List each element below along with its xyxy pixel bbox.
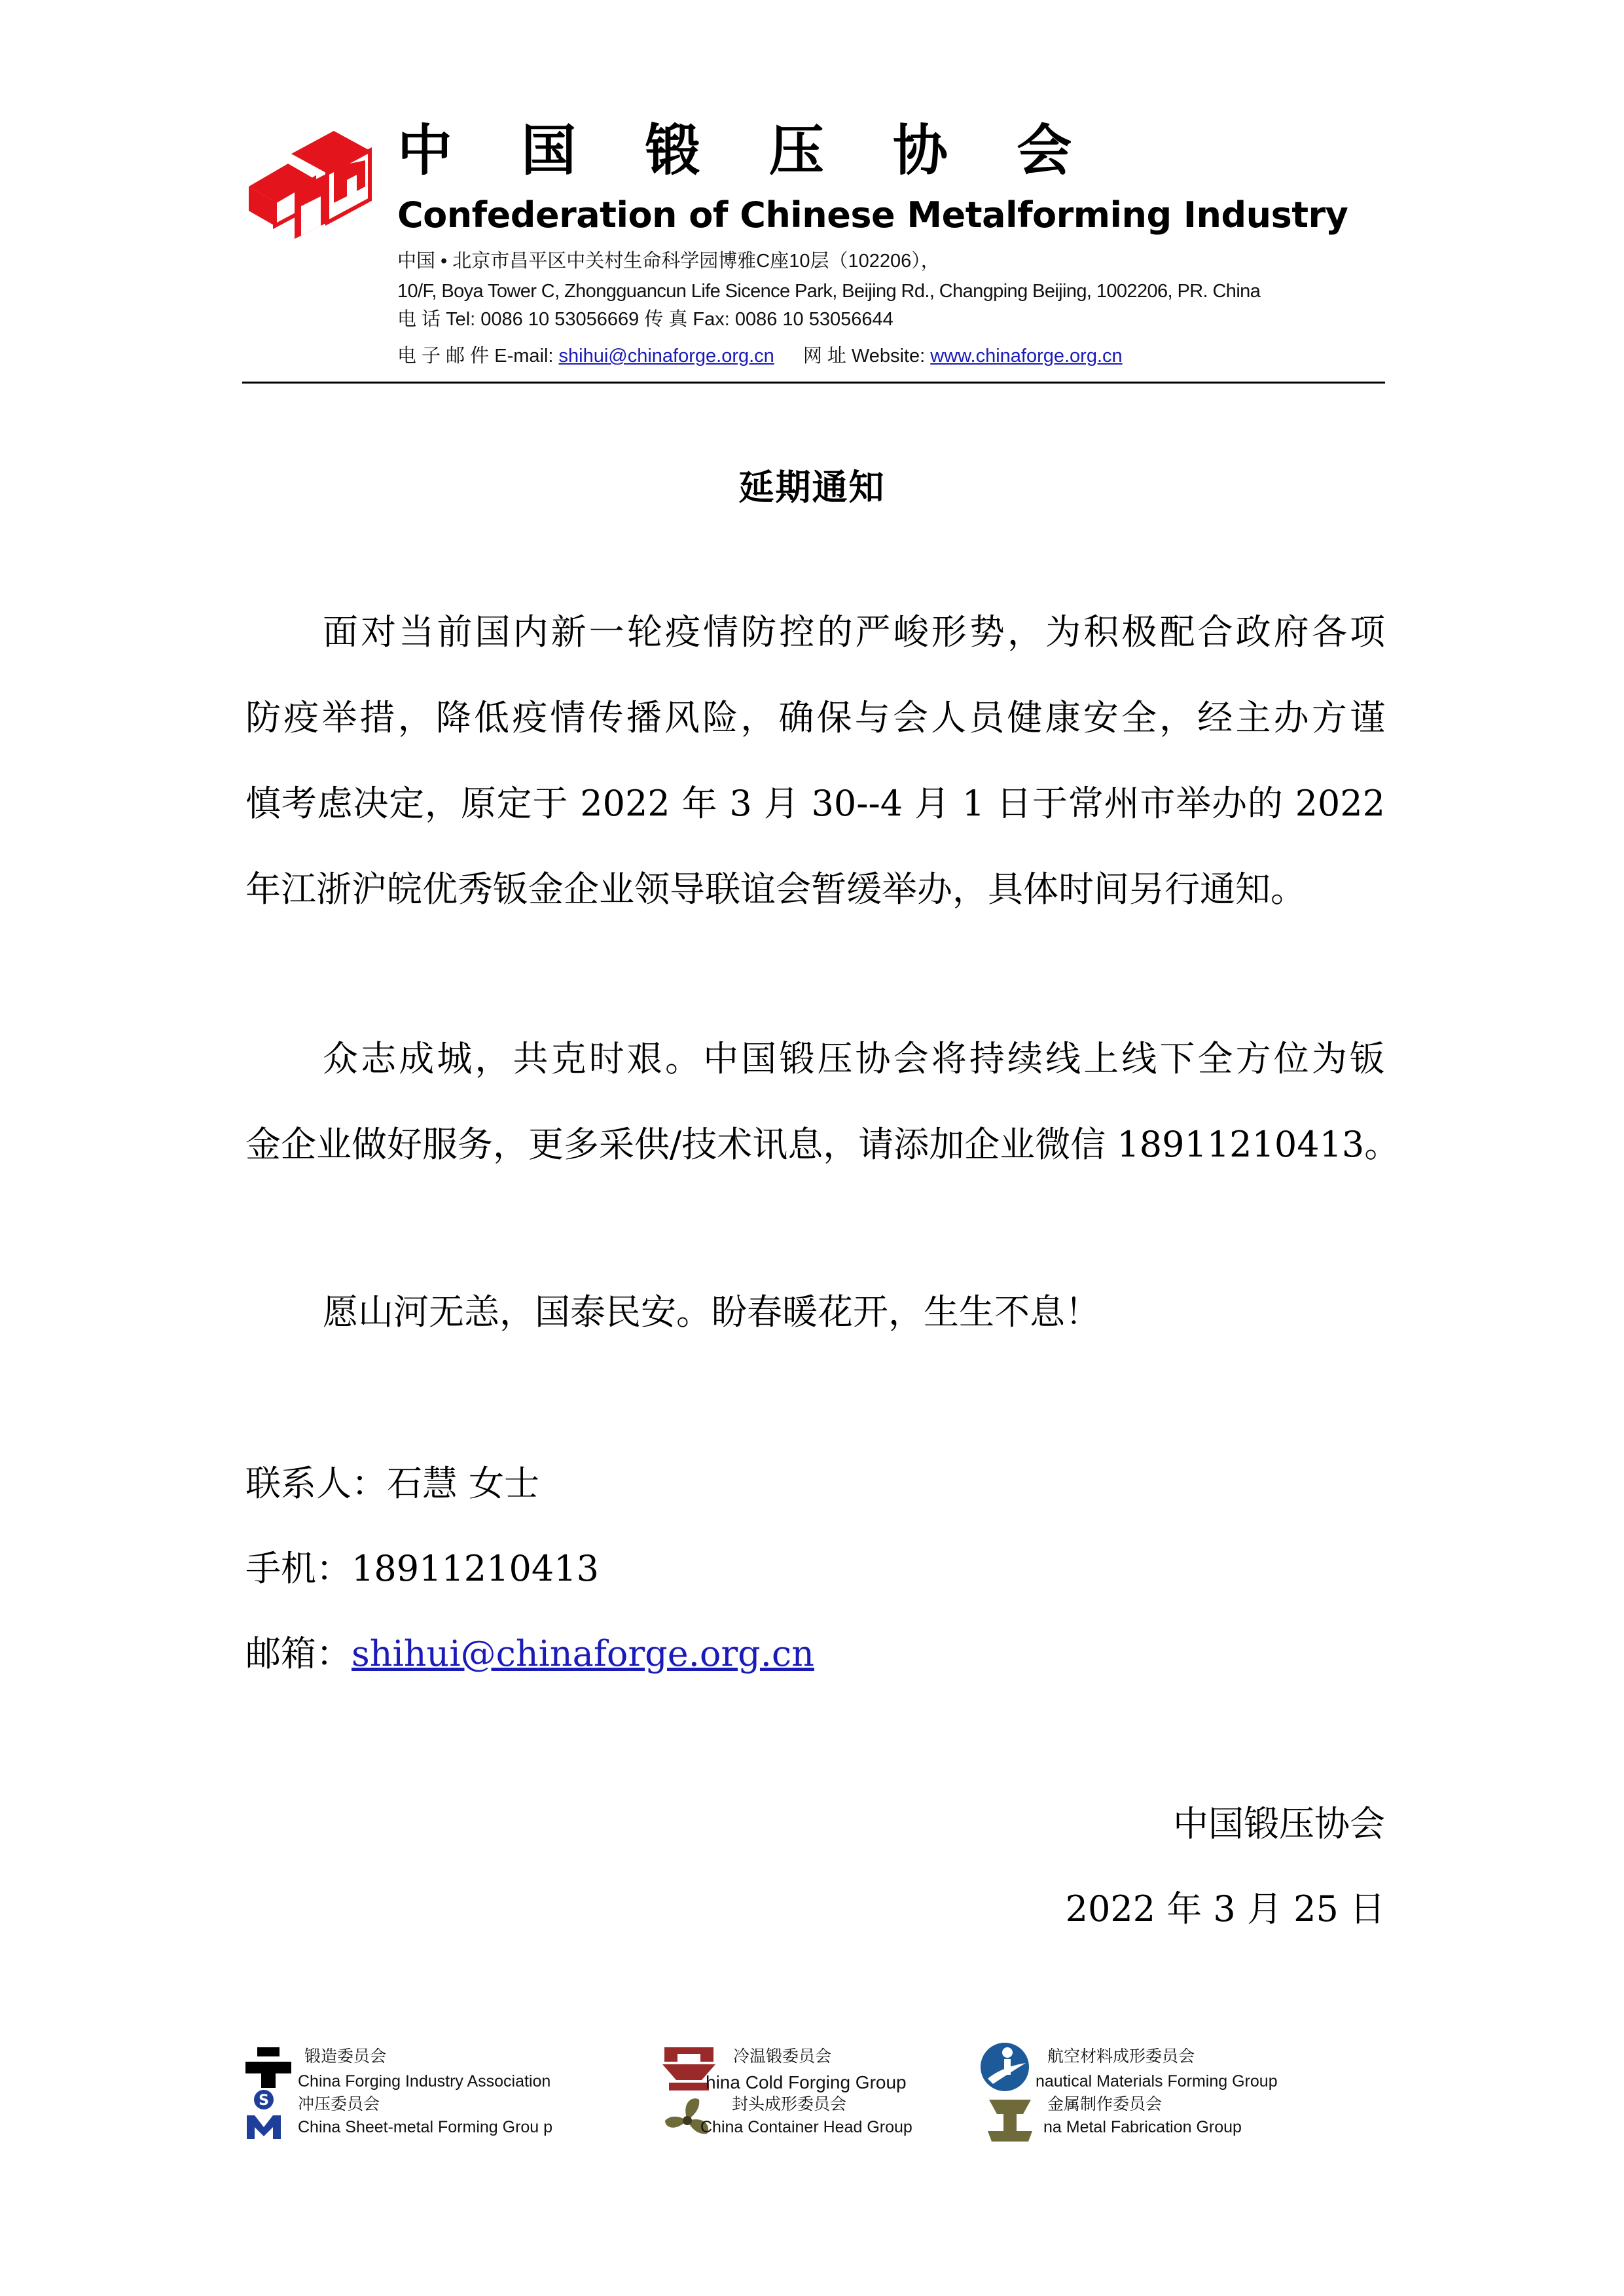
sheet-metal-group-icon [245, 2089, 282, 2139]
paragraph-2-line: 金企业做好服务，更多采供/技术讯息，请添加企业微信 18911210413。 [245, 1124, 1400, 1165]
contact-email-link[interactable]: shihui@chinaforge.org.cn [352, 1633, 814, 1674]
metal-fabrication-group-icon [985, 2094, 1035, 2144]
header-website-link[interactable]: www.chinaforge.org.cn [930, 346, 1123, 367]
address-cn: 中国 • 北京市昌平区中关村生命科学园博雅C座10层（102206）， [397, 251, 940, 272]
forging-anvil-icon [245, 2047, 291, 2088]
cold-forging-committee-en: hina Cold Forging Group [706, 2072, 907, 2092]
aero-materials-committee-cn: 航空材料成形委员会 [1047, 2047, 1195, 2066]
notice-date: 2022 年 3 月 25 日 [1065, 1888, 1385, 1929]
paragraph-1-line: 慎考虑决定，原定于 2022 年 3 月 30--4 月 1 日于常州市举办的 2022 [245, 783, 1385, 824]
signature: 中国锻压协会 [1173, 1803, 1385, 1844]
aeronautical-materials-group-icon [979, 2041, 1031, 2093]
stamping-committee-cn: 冲压委员会 [298, 2095, 380, 2113]
paragraph-1-line: 年江浙沪皖优秀钣金企业领导联谊会暂缓举办，具体时间另行通知。 [245, 869, 1306, 910]
org-name-cn: 中 国 锻 压 协 会 [397, 118, 1097, 183]
email-website-line [397, 347, 1123, 366]
header-divider [242, 382, 1385, 384]
stamping-committee-en: China Sheet-metal Forming Grou p [298, 2118, 553, 2136]
cold-forging-committee-cn: 冷温锻委员会 [733, 2047, 832, 2066]
forging-committee-en: China Forging Industry Association [298, 2072, 551, 2090]
metal-fabrication-committee-cn: 金属制作委员会 [1047, 2095, 1163, 2113]
contact-email [245, 1633, 814, 1674]
paragraph-1 [245, 589, 1385, 932]
container-head-committee-en: China Container Head Group [700, 2118, 912, 2136]
address-en: 10/F, Boya Tower C, Zhongguancun Life Sicence Park, Beijing Rd., Changping Beijing, 1002206, PR. China [397, 281, 1261, 302]
notice-title: 延期通知 [738, 467, 886, 508]
contact-email-label: 邮箱： [245, 1633, 352, 1674]
metal-fabrication-committee-en: na Metal Fabrication Group [1043, 2118, 1242, 2136]
cmi-logo [242, 128, 373, 242]
paragraph-1-line: 面对当前国内新一轮疫情防控的严峻形势，为积极配合政府各项 [323, 611, 1385, 653]
contact-mobile: 手机：18911210413 [245, 1548, 599, 1589]
website-label: 网 址 Website: [803, 346, 931, 367]
paragraph-2-line: 众志成城，共克时艰。中国锻压协会将持续线上线下全方位为钣 [323, 1038, 1385, 1079]
org-name-en: Confederation of Chinese Metalforming Industry [397, 194, 1348, 236]
paragraph-1-line: 防疫举措，降低疫情传播风险，确保与会人员健康安全，经主办方谨 [245, 697, 1385, 738]
paragraph-2 [245, 1016, 1400, 1187]
forging-committee-cn: 锻造委员会 [304, 2047, 387, 2066]
container-head-committee-cn: 封头成形委员会 [732, 2095, 847, 2113]
phone-fax: 电 话 Tel: 0086 10 53056669 传 真 Fax: 0086 10 53056644 [397, 309, 893, 330]
contact-person: 联系人：石慧 女士 [245, 1463, 540, 1504]
svg-text:S: S [259, 2092, 269, 2109]
header-email-link[interactable]: shihui@chinaforge.org.cn [558, 346, 774, 367]
aero-materials-committee-en: nautical Materials Forming Group [1036, 2072, 1278, 2090]
email-label: 电 子 邮 件 E-mail: [397, 346, 559, 367]
paragraph-3: 愿山河无恙，国泰民安。盼春暖花开，生生不息！ [323, 1291, 1100, 1333]
